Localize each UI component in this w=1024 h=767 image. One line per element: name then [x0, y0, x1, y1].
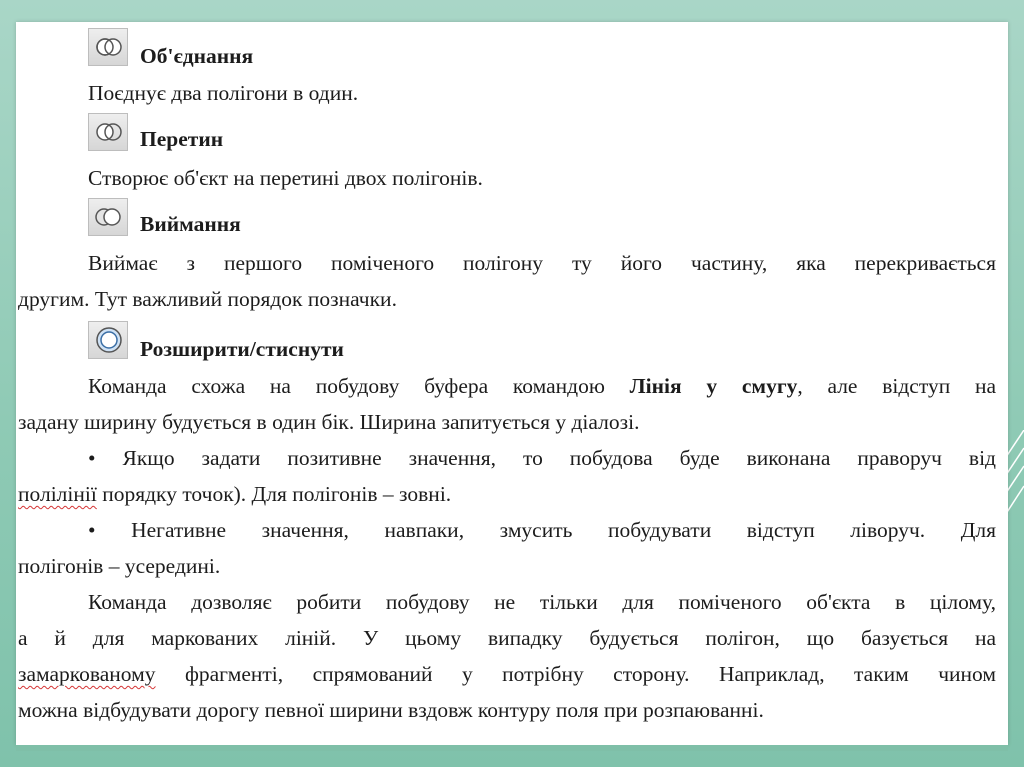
paragraph-line: полілінії порядку точок). Для полігонів – зовні.	[18, 482, 452, 506]
section-title: Перетин	[140, 127, 224, 151]
paragraph-line: замаркованому фрагменті, спрямований у потрібну сторону. Наприклад, таким чином	[18, 662, 996, 686]
section-union-text	[18, 75, 996, 111]
section-intersection-heading	[18, 115, 996, 151]
section-union-heading	[18, 30, 996, 66]
paragraph-line: задану ширину будується в один бік. Ширина запитується у діалозі.	[18, 410, 640, 434]
section-subtract-heading	[18, 200, 996, 236]
paragraph-line: полігонів – усередині.	[18, 554, 221, 578]
document-page	[16, 22, 1008, 745]
paragraph-line: Виймає з першого поміченого полігону ту його частину, яка перекривається	[88, 251, 996, 275]
section-title: Виймання	[140, 212, 241, 236]
section-title: Розширити/стиснути	[140, 337, 344, 361]
union-circles-icon	[88, 28, 128, 66]
command-name: Лінія у смугу	[629, 374, 798, 398]
intersection-circles-icon	[88, 113, 128, 151]
buffer-circle-icon	[88, 321, 128, 359]
slide-bottom-bar	[16, 745, 1008, 751]
section-buffer-text	[18, 368, 996, 728]
paragraph-line: а й для маркованих ліній. У цьому випадку будується полігон, що базується на	[18, 626, 996, 650]
paragraph-line: Команда дозволяє робити побудову не тільки для поміченого об'єкта в цілому,	[88, 590, 996, 614]
bullet-line: • Негативне значення, навпаки, змусить побудувати відступ ліворуч. Для	[88, 518, 996, 542]
paragraph-line: другим. Тут важливий порядок позначки.	[18, 287, 397, 311]
spellcheck-flag: замаркованому	[18, 662, 156, 686]
section-buffer-heading	[18, 323, 996, 359]
spellcheck-flag: полілінії	[18, 482, 97, 506]
paragraph-line: можна відбудувати дорогу певної ширини вздовж контуру поля при розпаюванні.	[18, 698, 764, 722]
document-body	[18, 22, 996, 728]
section-subtract-text	[18, 245, 996, 317]
bullet-line: • Якщо задати позитивне значення, то побудова буде виконана праворуч від	[88, 446, 996, 470]
paragraph-line: Поєднує два полігони в один.	[88, 81, 359, 105]
paragraph-line: Команда схожа на побудову буфера командою Лінія у смугу, але відступ на	[88, 374, 996, 398]
subtract-circles-icon	[88, 198, 128, 236]
paragraph-line: Створює об'єкт на перетині двох полігонів.	[88, 166, 483, 190]
section-title: Об'єднання	[140, 44, 254, 68]
section-intersection-text	[18, 160, 996, 196]
